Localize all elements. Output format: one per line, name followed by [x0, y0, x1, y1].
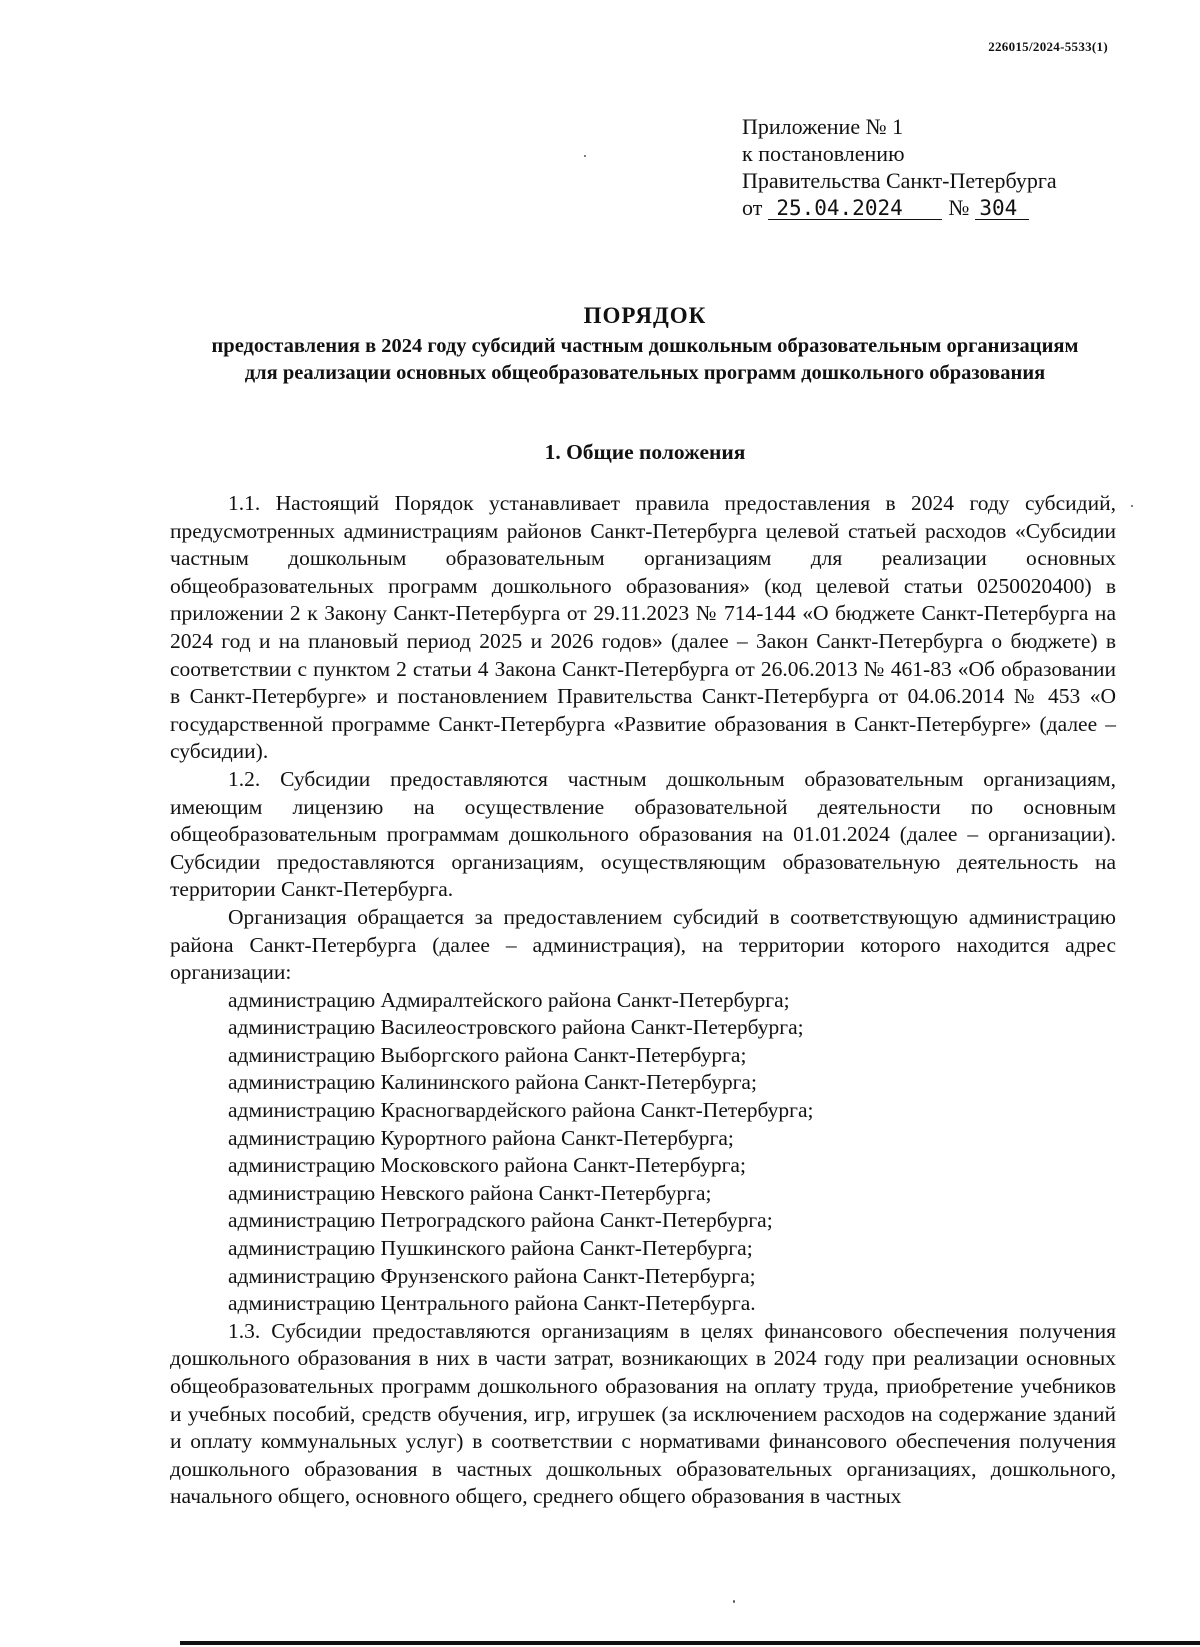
section-heading: 1. Общие положения: [544, 440, 746, 464]
scan-bottom-edge: [180, 1641, 1200, 1645]
scan-speck: [584, 155, 586, 157]
list-item: администрацию Адмиралтейского района Санкт-Петербурга;: [228, 987, 790, 1012]
appendix-line-1: Приложение № 1: [742, 114, 904, 139]
subtitle-text: предоставления в 2024 году субсидий частным дошкольным образовательным организациям для реализации основных общеобразовательных программ дошкольного образования: [211, 335, 1079, 384]
paragraph-1-3: 1.3. Субсидии предоставляются организациям в целях финансового обеспечения получения дошкольного образования в них в части затрат, возникающих в 2024 году при реализации основных общеобразовательных программ дошкольного образования на оплату труда, приобретение учебников и учебных пособий, средств обучения, игр, игрушек (за исключением расходов на содержание зданий и оплату коммунальных услуг) в соответствии с нормативами финансового обеспечения получения дошкольного образования в частных дошкольных образовательных организациях, дошкольного, начального общего, основного общего, среднего общего образования в частных: [170, 1318, 1116, 1509]
list-item: администрацию Красногвардейского района Санкт-Петербурга;: [228, 1098, 814, 1123]
appendix-line-2: к постановлению: [742, 141, 905, 166]
paragraph-1-2-b: Организация обращается за предоставлением субсидий в соответствующую администрацию района Санкт-Петербурга (далее – администрация), на территории которого находится адрес организации:: [170, 904, 1116, 985]
appendix-line-3: Правительства Санкт-Петербурга: [742, 168, 1057, 193]
list-item: администрацию Фрунзенского района Санкт-Петербурга;: [228, 1263, 756, 1288]
appendix-date-line: [742, 194, 1057, 221]
list-item: администрацию Пушкинского района Санкт-Петербурга;: [228, 1236, 753, 1261]
scan-speck: [1131, 505, 1133, 507]
document-title-block: [0, 302, 1200, 387]
list-item: администрацию Василеостровского района Санкт-Петербурга;: [228, 1015, 804, 1040]
resolution-date: 25.04.2024: [768, 197, 942, 220]
list-item: администрацию Выборгского района Санкт-Петербурга;: [228, 1042, 747, 1067]
list-item: администрацию Калининского района Санкт-Петербурга;: [228, 1070, 757, 1095]
document-subtitle: [90, 333, 1200, 387]
list-item: администрацию Петроградского района Санкт-Петербурга;: [228, 1208, 773, 1233]
from-label: от: [742, 195, 763, 220]
district-list: [170, 987, 1116, 1318]
appendix-block: [742, 113, 1057, 221]
paragraph-1-2: 1.2. Субсидии предоставляются частным дошкольным образовательным организациям, имеющим лицензию на осуществление образовательной деятельности по основным общеобразовательным программам дошкольного образования на 01.01.2024 (далее – организации). Субсидии предоставляются организациям, осуществляющим образовательную деятельность на территории Санкт-Петербурга.: [170, 766, 1116, 902]
list-item: администрацию Невского района Санкт-Петербурга;: [228, 1180, 712, 1205]
document-body: [170, 490, 1116, 1511]
document-id: 226015/2024-5533(1): [988, 39, 1108, 54]
list-item: администрацию Московского района Санкт-Петербурга;: [228, 1153, 746, 1178]
paragraph-1-1: 1.1. Настоящий Порядок устанавливает правила предоставления в 2024 году субсидий, предусмотренных администрациям районов Санкт-Петербурга целевой статьей расходов «Субсидии частным дошкольным образовательным организациям для реализации основных общеобразовательных программ дошкольного образования» (код целевой статьи 0250020400) в приложении 2 к Закону Санкт-Петербурга от 29.11.2023 № 714-144 «О бюджете Санкт-Петербурга на 2024 год и на плановый период 2025 и 2026 годов» (далее – Закон Санкт-Петербурга о бюджете) в соответствии с пунктом 2 статьи 4 Закона Санкт-Петербурга от 26.06.2013 № 461-83 «Об образовании в Санкт-Петербурге» и постановлением Правительства Санкт-Петербурга от 04.06.2014 № 453 «О государственной программе Санкт-Петербурга «Развитие образования в Санкт-Петербурге» (далее – субсидии).: [170, 491, 1116, 764]
document-title: ПОРЯДОК: [583, 303, 707, 328]
scan-speck: [733, 1600, 735, 1603]
number-label: №: [948, 195, 970, 220]
list-item: администрацию Курортного района Санкт-Петербурга;: [228, 1125, 734, 1150]
resolution-number: 304: [975, 197, 1029, 220]
list-item: администрацию Центрального района Санкт-Петербурга.: [228, 1291, 756, 1316]
